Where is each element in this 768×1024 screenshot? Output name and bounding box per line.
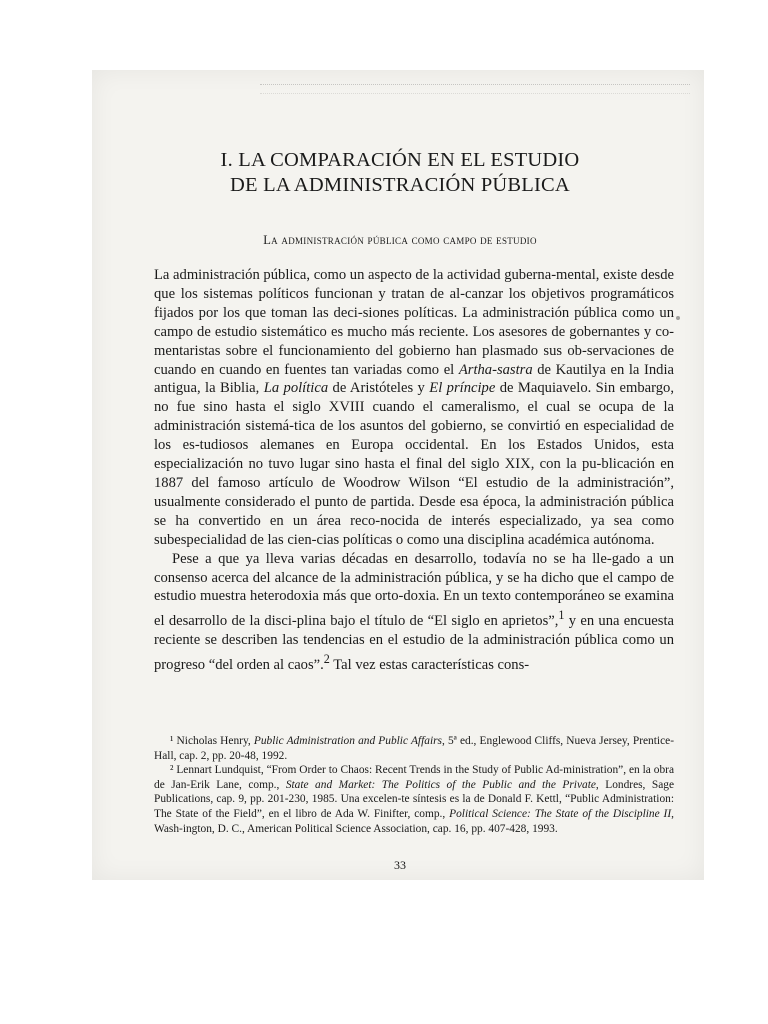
footnote-2 — [154, 763, 674, 836]
text-run: de Kautilya en la India antigua, la Biblia, — [154, 361, 674, 397]
footnotes — [154, 734, 674, 836]
italic-title: El príncipe — [429, 380, 496, 397]
text-run: , Wash-ington, D. C., American Political Science Association, cap. 16, pp. 407-428, 1993. — [154, 807, 675, 835]
text-run: Tal vez estas características cons- — [329, 656, 530, 673]
italic-title: State and Market: The Politics of the Public and the Private — [285, 778, 596, 791]
italic-title: La política — [263, 380, 329, 397]
text-run: y en una encuesta reciente se describen las tendencias en el estudio de la administración pública como un progreso “del orden al caos”. — [154, 613, 674, 673]
text-run: , 5ª ed., Englewood Cliffs, Nueva Jersey, Prentice-Hall, cap. 2, pp. 20-48, 1992. — [154, 735, 674, 762]
text-run: ¹ Nicholas Henry, — [170, 735, 254, 747]
text-run: ² Lennart Lundquist, “From Order to Chaos: Recent Trends in the Study of Public Ad-ministration”, en la obra de Jan-Erik Lane, comp., — [154, 764, 674, 791]
paragraph-2 — [154, 550, 674, 675]
body-text — [154, 266, 674, 675]
scan-speck — [676, 316, 680, 320]
italic-title: Political Science: The State of the Discipline II — [449, 807, 672, 820]
bleed-through-header — [260, 84, 690, 94]
footnote-ref-1[interactable]: 1 — [558, 608, 565, 623]
paragraph-1 — [154, 266, 674, 550]
footnote-1 — [154, 734, 674, 763]
italic-title: Public Administration and Public Affairs — [253, 735, 442, 747]
chapter-title-line-2: DE LA ADMINISTRACIÓN PÚBLICA — [230, 174, 570, 196]
italic-title: Artha-sastra — [458, 361, 533, 378]
text-run: de Maquiavelo. Sin embargo, no fue sino hasta el siglo XVIII cuando el cameralismo, el cual se ocupa de la administración sistemá-tica de los asuntos del gobierno, se convirtió en especialidad de los es-tudiosos alemanes en Europa occidental. En los Estados Unidos, esta especialización no tuvo lugar sino hasta el final del siglo XIX, con la pu-blicación en 1887 del famoso artículo de Woodrow Wilson “El estudio de la administración”, usualmente considerado el punto de partida. Desde esa época, la administración pública se ha convertido en un área reco-nocida de interés especializado, ya sea como subespecialidad de las cien-cias políticas o como una disciplina académica autónoma. — [154, 380, 675, 548]
page-number: 33 — [394, 858, 406, 872]
text-run: Pese a que ya lleva varias décadas en desarrollo, todavía no se ha lle-gado a un consenso acerca del alcance de la administración pública, y se ha dicho que el campo de estudio muestra heterodoxia más que orto-doxia. En un texto contemporáneo se examina el desarrollo de la disci-plina bajo el título de “El siglo en aprietos”, — [154, 550, 674, 630]
text-run: de Aristóteles y — [328, 380, 430, 397]
text-run: La administración pública, como un aspecto de la actividad guberna-mental, existe desde que los sistemas políticos funcionan y tratan de al-canzar los objetivos programáticos fijados por los que toman las deci-siones políticas. La administración pública como un campo de estudio sistemático es mucho más reciente. Los asesores de gobernantes y co-mentaristas sobre el funcionamiento del gobierno han plasmado sus ob-servaciones de cuando en cuando en fuentes tan variadas como el — [154, 267, 674, 378]
text-run: , Londres, Sage Publications, cap. 9, pp. 201-230, 1985. Una excelen-te síntesis es la de Donald F. Kettl, “Public Administration: The State of the Field”, en el libro de Ada W. Finifter, comp., — [154, 778, 675, 820]
chapter-title-line-1: I. LA COMPARACIÓN EN EL ESTUDIO — [220, 149, 580, 171]
chapter-title — [150, 148, 650, 198]
section-heading: La administración pública como campo de estudio — [263, 233, 537, 247]
footnote-ref-2[interactable]: 2 — [323, 651, 330, 666]
